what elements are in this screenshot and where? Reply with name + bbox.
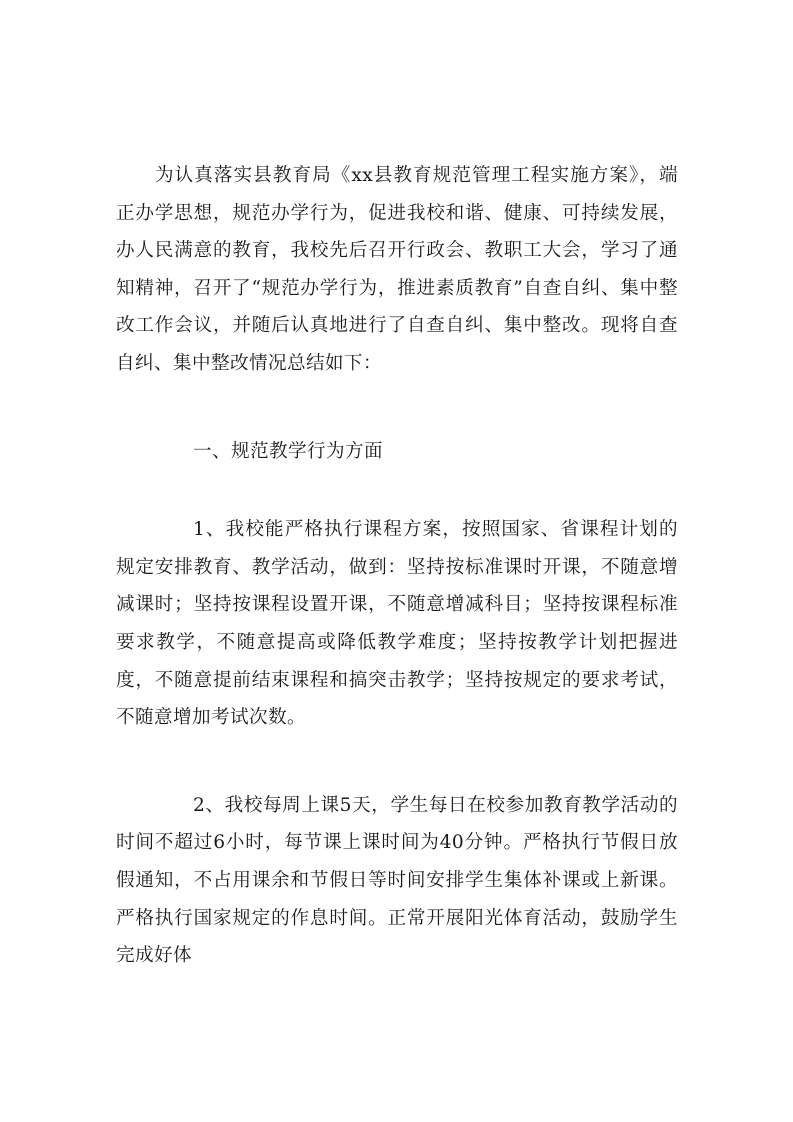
spacer xyxy=(116,470,678,511)
spacer xyxy=(116,383,678,433)
spacer xyxy=(116,737,678,787)
document-page xyxy=(116,157,678,975)
numbered-paragraph-2: 2、我校每周上课5天，学生每日在校参加教育教学活动的时间不超过6小时，每节课上课时间为40分钟。严格执行节假日放假通知，不占用课余和节假日等时间安排学生集体补课或上新课。严格执行国家规定的作息时间。正常开展阳光体育活动，鼓励学生完成好体 xyxy=(116,794,678,967)
numbered-paragraph-1: 1、我校能严格执行课程方案，按照国家、省课程计划的规定安排教育、教学活动，做到：坚持按标准课时开课，不随意增减课时；坚持按课程设置开课，不随意增减科目；坚持按课程标准要求教学，不随意提高或降低教学难度；坚持按教学计划把握进度，不随意提前结束课程和搞突击教学；坚持按规定的要求考试，不随意增加考试次数。 xyxy=(116,519,678,729)
section-heading: 一、规范教学行为方面 xyxy=(193,440,383,462)
intro-paragraph: 为认真落实县教育局《xx县教育规范管理工程实施方案》，端正办学思想，规范办学行为，促进我校和谐、健康、可持续发展，办人民满意的教育，我校先后召开行政会、教职工大会，学习了通知精神，召开了“规范办学行为，推进素质教育”自查自纠、集中整改工作会议，并随后认真地进行了自查自纠、集中整改。现将自查自纠、集中整改情况总结如下： xyxy=(116,165,678,374)
